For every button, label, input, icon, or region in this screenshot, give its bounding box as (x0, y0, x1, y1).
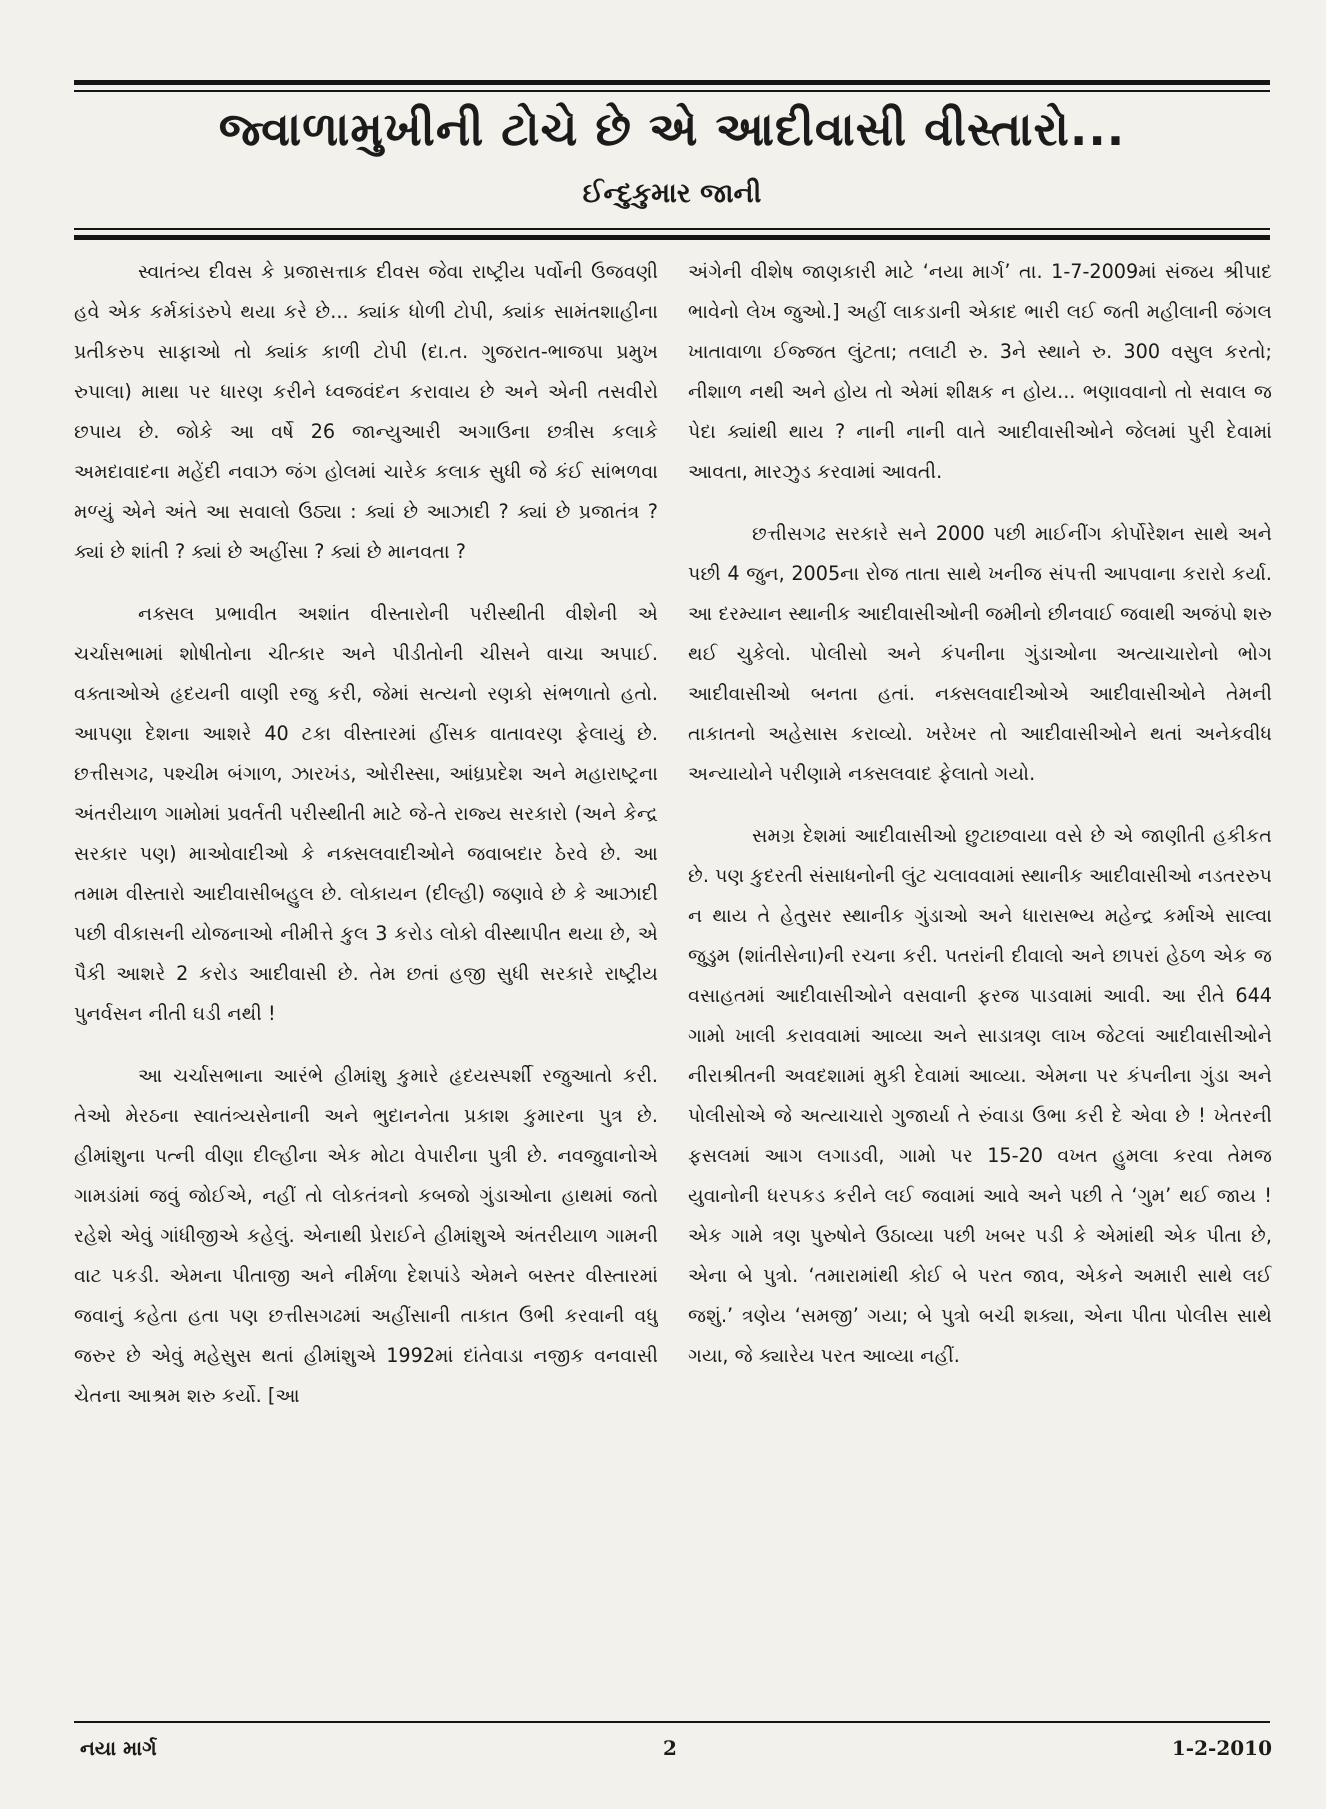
header-rule-thin (74, 228, 1270, 230)
footer-publication: નયા માર્ગ (80, 1736, 157, 1760)
right-paragraph-1: અંગેની વીશેષ જાણકારી માટે ‘નયા માર્ગ’ તા. 1-7-2009માં સંજય શ્રીપાદ ભાવેનો લેખ જુઓ.] અહીં લાકડાની એકાદ ભારી લઈ જતી મહીલાની જંગલ ખાતાવાળા ઈજ્જત લુંટતા; તલાટી રુ. 3ને સ્થાને રુ. 300 વસુલ કરતો; નીશાળ નથી અને હોય તો એમાં શીક્ષક ન હોય... ભણાવવાનો તો સવાલ જ પેદા ક્યાંથી થાય ? નાની નાની વાતે આદીવાસીઓને જેલમાં પુરી દેવામાં આવતા, મારઝુડ કરવામાં આવતી. (688, 260, 1272, 483)
footer-date: 1-2-2010 (1171, 1736, 1272, 1760)
right-column (688, 252, 1272, 1702)
article-author: ઈન્દુકુમાર જાની (582, 178, 762, 209)
top-rule-thin (74, 90, 1270, 92)
left-paragraph-1: સ્વાતંત્ર્ય દીવસ કે પ્રજાસત્તાક દીવસ જેવા રાષ્ટ્રીય પર્વોની ઉજવણી હવે એક કર્મકાંડરુપે થયા કરે છે... ક્યાંક ધોળી ટોપી, ક્યાંક સામંતશાહીના પ્રતીકરુપ સાફાઓ તો ક્યાંક કાળી ટોપી (દા.ત. ગુજરાત-ભાજપા પ્રમુખ રુપાલા) માથા પર ધારણ કરીને ધ્વજવંદન કરાવાય છે અને એની તસવીરો છપાય છે. જોકે આ વર્ષે 26 જાન્યુઆરી અગાઉના છત્રીસ કલાકે અમદાવાદના મહેંદી નવાઝ જંગ હોલમાં ચારેક કલાક સુધી જે કંઈ સાંભળવા મળ્યું એને અંતે આ સવાલો ઉઠ્યા : ક્યાં છે આઝાદી ? ક્યાં છે પ્રજાતંત્ર ? ક્યાં છે શાંતી ? ક્યાં છે અહીંસા ? ક્યાં છે માનવતા ? (74, 260, 658, 563)
right-paragraph-3: સમગ્ર દેશમાં આદીવાસીઓ છુટાછવાયા વસે છે એ જાણીતી હકીકત છે. પણ કુદરતી સંસાધનોની લુંટ ચલાવવામાં સ્થાનીક આદીવાસીઓ નડતરરુપ ન થાય તે હેતુસર સ્થાનીક ગુંડાઓ અને ધારાસભ્ય મહેન્દ્ર કર્માએ સાલ્વા જુડુમ (શાંતીસેના)ની રચના કરી. પતરાંની દીવાલો અને છાપરાં હેઠળ એક જ વસાહતમાં આદીવાસીઓને વસવાની ફરજ પાડવામાં આવી. આ રીતે 644 ગામો ખાલી કરાવવામાં આવ્યા અને સાડાત્રણ લાખ જેટલાં આદીવાસીઓને નીરાશ્રીતની અવદશામાં મુકી દેવામાં આવ્યા. એમના પર કંપનીના ગુંડા અને પોલીસોએ જે અત્યાચારો ગુજાર્યા તે રુંવાડા ઉભા કરી દે એવા છે ! ખેતરની ફસલમાં આગ લગાડવી, ગામો પર 15-20 વખત હુમલા કરવા તેમજ યુવાનોની ધરપકડ કરીને લઈ જવામાં આવે અને પછી તે ‘ગુમ’ થઈ જાય ! એક ગામે ત્રણ પુરુષોને ઉઠાવ્યા પછી ખબર પડી કે એમાંથી એક પીતા છે, એના બે પુત્રો. ‘તમારામાંથી કોઈ બે પરત જાવ, એકને અમારી સાથે લઈ જશું.’ ત્રણેય ‘સમજી’ ગયા; બે પુત્રો બચી શક્યા, એના પીતા પોલીસ સાથે ગયા, જે ક્યારેય પરત આવ્યા નહીં. (688, 824, 1272, 1367)
right-paragraph-2: છત્તીસગઢ સરકારે સને 2000 પછી માઈનીંગ કોર્પોરેશન સાથે અને પછી 4 જુન, 2005ના રોજ તાતા સાથે ખનીજ સંપત્તી આપવાના કરારો કર્યા. આ દરમ્યાન સ્થાનીક આદીવાસીઓની જમીનો છીનવાઈ જવાથી અજંપો શરુ થઈ ચુકેલો. પોલીસો અને કંપનીના ગુંડાઓના અત્યાચારોનો ભોગ આદીવાસીઓ બનતા હતાં. નક્સલવાદીઓએ આદીવાસીઓને તેમની તાકાતનો અહેસાસ કરાવ્યો. ખરેખર તો આદીવાસીઓને થતાં અનેકવીધ અન્યાયોને પરીણામે નક્સલવાદ ફેલાતો ગયો. (688, 522, 1272, 785)
left-paragraph-3: આ ચર્ચાસભાના આરંભે હીમાંશુ કુમારે હૃદયસ્પર્શી રજુઆતો કરી. તેઓ મેરઠના સ્વાતંત્ર્યસેનાની અને ભુદાનનેતા પ્રકાશ કુમારના પુત્ર છે. હીમાંશુના પત્ની વીણા દીલ્હીના એક મોટા વેપારીના પુત્રી છે. નવજુવાનોએ ગામડાંમાં જવું જોઈએ, નહીં તો લોકતંત્રનો કબજો ગુંડાઓના હાથમાં જતો રહેશે એવું ગાંધીજીએ કહેલું. એનાથી પ્રેરાઈને હીમાંશુએ અંતરીયાળ ગામની વાટ પકડી. એમના પીતાજી અને નીર્મળા દેશપાંડે એમને બસ્તર વીસ્તારમાં જવાનું કહેતા હતા પણ છત્તીસગઢમાં અહીંસાની તાકાત ઉભી કરવાની વધુ જરુર છે એવું મહેસુસ થતાં હીમાંશુએ 1992માં દાંતેવાડા નજીક વનવાસી ચેતના આશ્રમ શરુ કર્યો. [આ (74, 1064, 658, 1407)
footer-rule (74, 1721, 1270, 1723)
footer-page-number: 2 (663, 1736, 677, 1760)
left-column (74, 252, 658, 1702)
top-rule-thick (74, 80, 1270, 85)
header-rule-thick (74, 235, 1270, 240)
article-title: જ્વાળામુખીની ટોચે છે એ આદીવાસી વીસ્તારો... (218, 102, 1126, 156)
left-paragraph-2: નક્સલ પ્રભાવીત અશાંત વીસ્તારોની પરીસ્થીતી વીશેની એ ચર્ચાસભામાં શોષીતોના ચીત્કાર અને પીડીતોની ચીસને વાચા અપાઈ. વક્તાઓએ હૃદયની વાણી રજુ કરી, જેમાં સત્યનો રણકો સંભળાતો હતો. આપણા દેશના આશરે 40 ટકા વીસ્તારમાં હીંસક વાતાવરણ ફેલાયું છે. છત્તીસગઢ, પશ્ચીમ બંગાળ, ઝારખંડ, ઓરીસ્સા, આંધ્રપ્રદેશ અને મહારાષ્ટ્રના અંતરીયાળ ગામોમાં પ્રવર્તતી પરીસ્થીતી માટે જે-તે રાજ્ય સરકારો (અને કેન્દ્ર સરકાર પણ) માઓવાદીઓ કે નક્સલવાદીઓને જવાબદાર ઠેરવે છે. આ તમામ વીસ્તારો આદીવાસીબહુલ છે. લોકાયન (દીલ્હી) જણાવે છે કે આઝાદી પછી વીકાસની યોજનાઓ નીમીત્તે કુલ 3 કરોડ લોકો વીસ્થાપીત થયા છે, એ પૈકી આશરે 2 કરોડ આદીવાસી છે. તેમ છતાં હજી સુધી સરકારે રાષ્ટ્રીય પુનર્વસન નીતી ઘડી નથી ! (74, 602, 658, 1025)
